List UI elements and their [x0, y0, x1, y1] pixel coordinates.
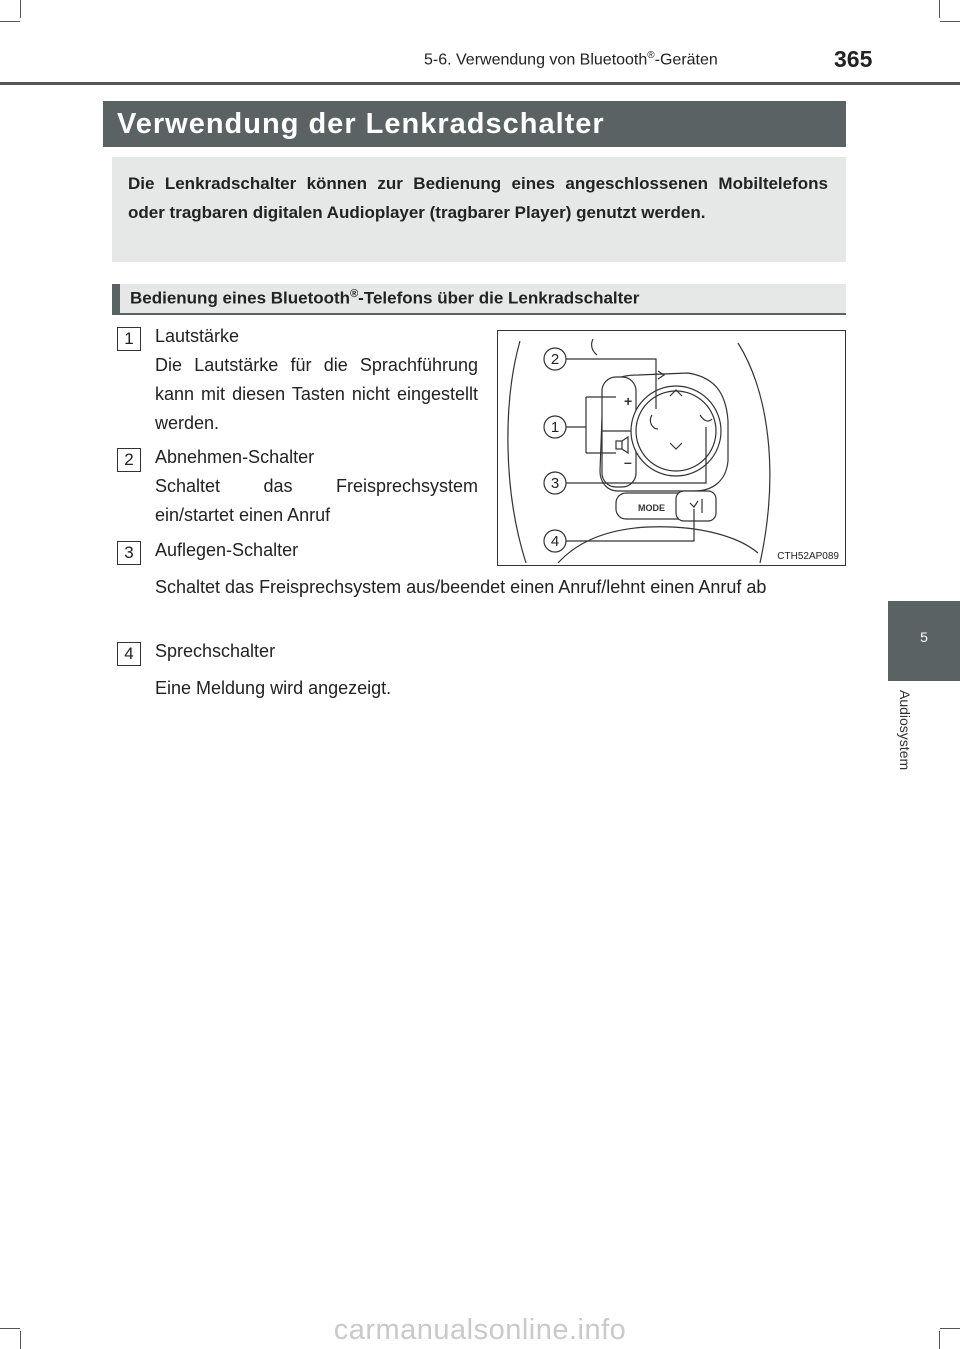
item-title: Abnehmen-Schalter	[155, 447, 315, 467]
plus-label: +	[624, 393, 633, 409]
item-number-box: 4	[117, 642, 141, 666]
subheading: Bedienung eines Bluetooth®-Telefons über die Lenkradschalter	[130, 288, 640, 308]
item-description: Die Lautstärke für die Sprachführung kann mit diesen Tasten nicht eingestellt werden.	[155, 355, 478, 433]
chapter-label: Audiosystem	[897, 690, 913, 771]
steering-switch-drawing	[498, 331, 845, 565]
chapter-tab	[888, 601, 960, 681]
crop-mark	[0, 21, 20, 22]
callout-number: 3	[550, 475, 560, 492]
item-number-box: 3	[117, 541, 141, 565]
crop-mark	[20, 0, 21, 18]
item-description: Schaltet das Freisprechsystem aus/beendet einen Anruf/lehnt einen Anruf ab	[155, 577, 767, 597]
item-description: Schaltet das Freisprechsystem ein/startet einen Anruf	[155, 476, 478, 525]
section-title: Verwendung der Lenkradschalter	[117, 108, 605, 140]
chapter-number: 5	[920, 629, 928, 645]
page-number: 365	[834, 46, 873, 72]
callout-number: 2	[550, 351, 560, 368]
crop-mark	[939, 0, 940, 18]
steering-switch-illustration	[497, 330, 846, 566]
section-title-bar	[103, 101, 846, 147]
subheading-bar	[112, 284, 846, 315]
item-title: Sprechschalter	[155, 641, 276, 661]
minus-label: –	[624, 454, 632, 470]
crop-mark	[940, 21, 960, 22]
intro-text: Die Lenkradschalter können zur Bedienung eines angeschlossenen Mobiltelefons oder tragbaren digitalen Audioplayer (tragbarer Player) genutzt werden.	[128, 174, 828, 222]
intro-box	[112, 157, 846, 262]
item-title: Lautstärke	[155, 326, 240, 346]
callout-number: 1	[550, 419, 560, 436]
item-number-box: 1	[117, 327, 141, 351]
figure-code: CTH52AP089	[777, 551, 839, 562]
item-title: Auflegen-Schalter	[155, 540, 299, 560]
header-rule	[0, 82, 960, 85]
callout-number: 4	[550, 533, 560, 550]
item-description: Eine Meldung wird angezeigt.	[155, 678, 392, 698]
mode-label: MODE	[638, 503, 665, 513]
watermark: carmanualsonline.info	[333, 1314, 627, 1346]
item-number-box: 2	[117, 448, 141, 472]
running-header-section: 5-6. Verwendung von Bluetooth®-Geräten	[424, 50, 718, 69]
